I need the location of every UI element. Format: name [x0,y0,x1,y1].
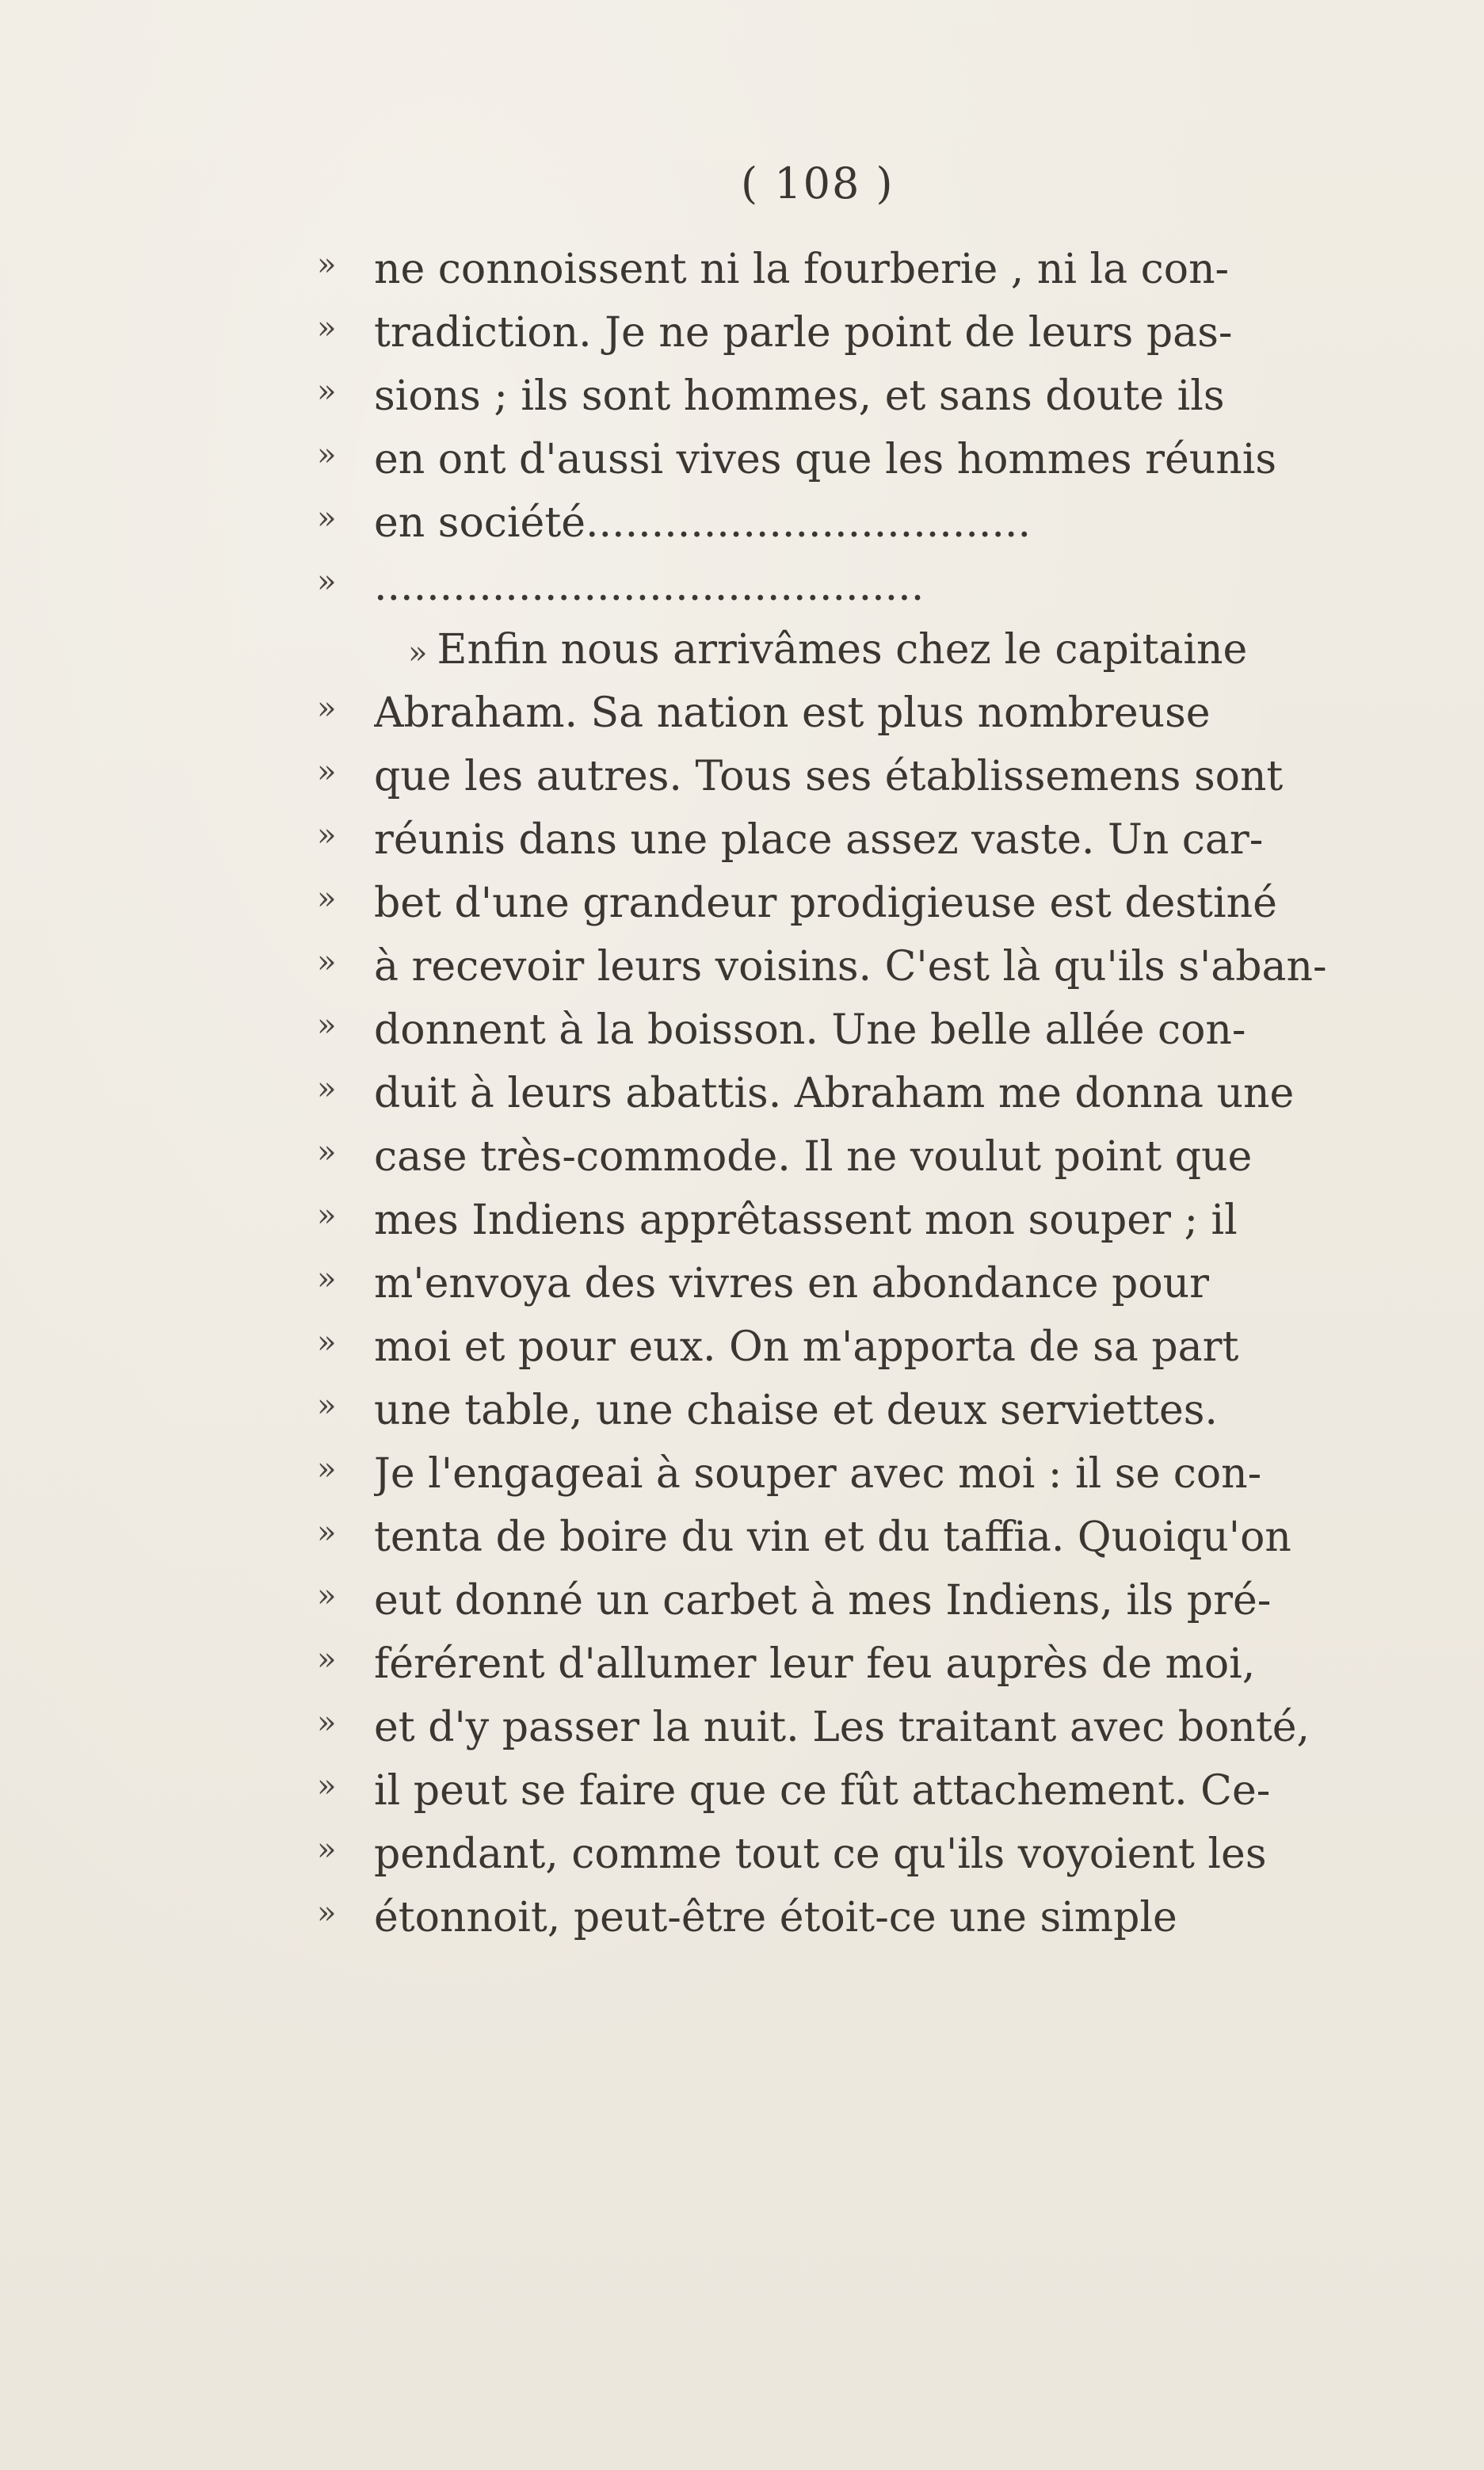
line-text: en société.................................. [374,499,1031,547]
line-text: .......................................... [374,563,925,610]
line-text: bet d'une grandeur prodigieuse est destiné [374,880,1277,927]
text-line [317,1759,1474,1823]
text-line [317,1189,1474,1252]
text-line [317,935,1474,998]
text-line [317,1442,1474,1506]
text-line [317,1506,1474,1569]
line-text: étonnoit, peut-être étoit-ce une simple [374,1894,1177,1941]
line-text: m'envoya des vivres en abondance pour [374,1260,1209,1308]
quotation-marker: » [317,1895,337,1931]
line-text: donnent à la boisson. Une belle allée con- [374,1006,1246,1054]
text-line [317,491,1474,555]
quotation-marker: » [317,944,337,980]
quotation-marker: » [317,1705,337,1741]
line-text: Je l'engageai à souper avec moi : il se con- [374,1450,1262,1498]
text-line [317,1632,1474,1696]
text-line [317,1252,1474,1315]
text-line [317,1696,1474,1759]
text-line [317,618,1474,681]
line-text: une table, une chaise et deux serviettes. [374,1387,1218,1434]
line-text: réunis dans une place assez vaste. Un car- [374,816,1264,864]
line-text: eut donné un carbet à mes Indiens, ils pré- [374,1577,1272,1624]
text-line [317,1823,1474,1886]
line-text: case très-commode. Il ne voulut point que [374,1133,1253,1181]
text-line [317,1125,1474,1189]
quotation-marker: » [317,880,337,917]
line-text: férérent d'allumer leur feu auprès de moi, [374,1640,1256,1688]
line-text: mes Indiens apprêtassent mon souper ; il [374,1197,1238,1244]
quotation-marker: » [317,1324,337,1361]
text-line [317,1315,1474,1379]
quotation-marker: » [317,1514,337,1551]
line-text: il peut se faire que ce fût attachement. Ce- [374,1767,1271,1815]
text-line [317,238,1474,301]
quotation-marker: » [317,1451,337,1487]
line-text: tradiction. Je ne parle point de leurs pas- [374,309,1233,357]
line-text: Abraham. Sa nation est plus nombreuse [374,689,1211,737]
line-text: que les autres. Tous ses établissemens sont [374,753,1284,800]
line-text: tenta de boire du vin et du taffia. Quoiqu'on [374,1514,1291,1561]
line-text: duit à leurs abattis. Abraham me donna une [374,1070,1295,1117]
quotation-marker: » [317,1134,337,1170]
quotation-marker: » [317,310,337,346]
line-text: moi et pour eux. On m'apporta de sa part [374,1323,1239,1371]
text-line [317,998,1474,1062]
paragraph-start-text: Enfin nous arrivâmes chez le capitaine [437,626,1248,674]
text-line [317,1886,1474,1949]
text-line [317,1569,1474,1632]
quotation-marker: » [317,1261,337,1297]
line-text: en ont d'aussi vives que les hommes réunis [374,436,1277,483]
text-line [317,301,1474,365]
quotation-marker: » [317,1071,337,1107]
text-line [317,555,1474,618]
quotation-marker: » [317,1578,337,1614]
text-line [317,428,1474,491]
page-number: ( 108 ) [741,158,895,208]
line-text: et d'y passer la nuit. Les traitant avec bonté, [374,1704,1310,1751]
line-text: ne connoissent ni la fourberie , ni la con- [374,246,1230,293]
quotation-marker: » [317,1831,337,1868]
quotation-marker: » [317,690,337,727]
text-line [317,365,1474,428]
text-line [317,745,1474,808]
line-text: à recevoir leurs voisins. C'est là qu'ils s'aban- [374,943,1327,991]
quotation-marker: » [317,1197,337,1234]
quotation-marker: » [317,246,337,283]
line-text [408,618,1484,685]
quotation-marker: » [408,635,428,671]
quotation-marker: » [317,500,337,536]
quotation-marker: » [317,817,337,853]
quotation-marker: » [317,754,337,790]
text-line [317,1379,1474,1442]
quotation-marker: » [317,373,337,410]
quotation-marker: » [317,1388,337,1424]
quotation-marker: » [317,437,337,473]
quotation-marker: » [317,1768,337,1804]
line-text: sions ; ils sont hommes, et sans doute ils [374,372,1225,420]
quotation-marker: » [317,1007,337,1044]
text-line [317,808,1474,872]
text-line [317,681,1474,745]
text-line [317,872,1474,935]
quotation-marker: » [317,1641,337,1678]
quotation-marker: » [317,563,337,600]
line-text: pendant, comme tout ce qu'ils voyoient les [374,1831,1267,1878]
text-line [317,1062,1474,1125]
